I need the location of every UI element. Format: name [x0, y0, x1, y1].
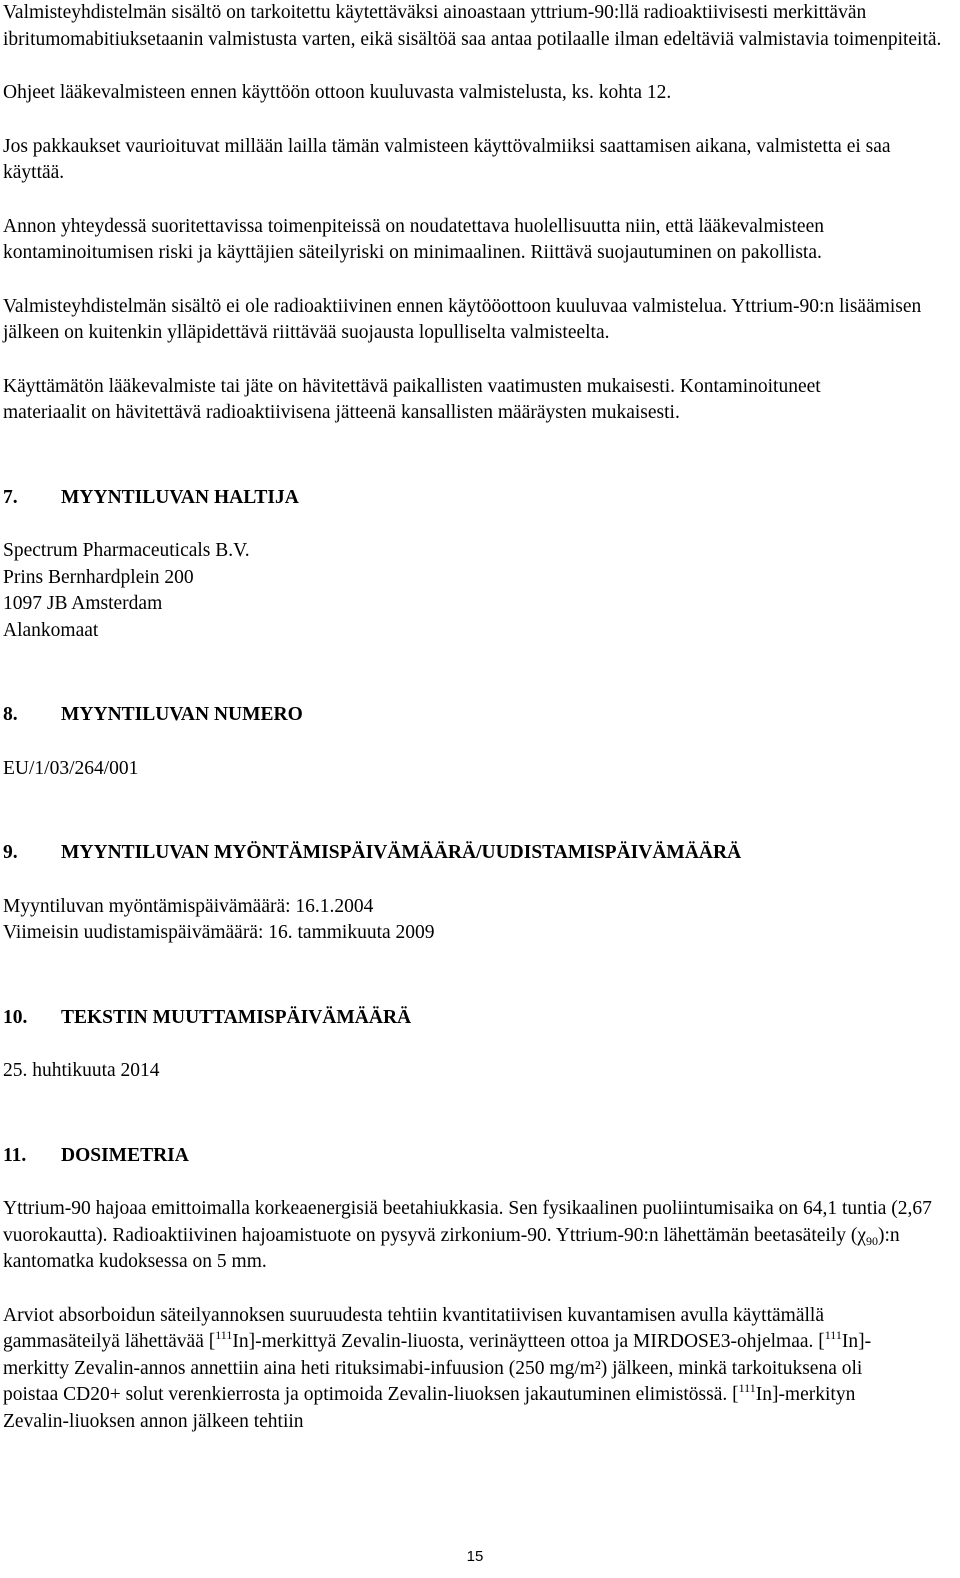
text-run: In]-merkitty Zevalin-annos annettiin aina heti rituksimabi-infuusion (250 mg/m²) jälkeen, minkä tarkoituksena oli poistaa CD20+ solut verenkierrosta ja optimoida Zevalin-liuoksen jakautuminen elimistössä. [: [3, 1331, 872, 1405]
isotope-superscript: 111: [824, 1328, 842, 1342]
paragraph: Valmisteyhdistelmän sisältö on tarkoitettu käytettäväksi ainoastaan yttrium-90:llä radioaktiivisesti merkittävän ibritumomabitiuksetaanin valmistusta varten, eikä sisältöä saa antaa potilaalle ilman edeltäviä valmistavia toimenpiteitä.: [3, 2, 942, 50]
chi-subscript: 90: [866, 1233, 879, 1248]
text-run: ):n kantomatka kudoksessa on 5 mm.: [3, 1224, 900, 1272]
address-line: Prins Bernhardplein 200: [3, 566, 194, 588]
isotope-superscript: 111: [215, 1328, 233, 1342]
paragraph: Annon yhteydessä suoritettavissa toimenpiteissä on noudatettava huolellisuutta niin, että lääkevalmisteen kontaminoitumisen riski ja käyttäjien säteilyriski on minimaalinen. Riittävä suojautuminen on pakollista.: [3, 215, 824, 263]
section-heading-8: [3, 702, 953, 729]
section-heading-9: [3, 840, 953, 867]
section-title: TEKSTIN MUUTTAMISPÄIVÄMÄÄRÄ: [61, 1006, 412, 1028]
authorisation-number: EU/1/03/264/001: [3, 757, 139, 779]
page-number: 15: [466, 1548, 484, 1565]
dosimetry-paragraph-1: [3, 1196, 953, 1276]
text-run: In]-merkityn Zevalin-liuoksen annon jälkeen tehtiin: [3, 1384, 856, 1432]
section-title: MYYNTILUVAN NUMERO: [61, 704, 303, 725]
section-number: 8.: [3, 704, 18, 725]
address-line: Alankomaat: [3, 619, 99, 641]
section-heading-10: [3, 1005, 953, 1032]
section-number: 10.: [3, 1006, 28, 1028]
chi-symbol: χ: [857, 1224, 867, 1246]
section-heading-11: [3, 1143, 953, 1170]
holder-address: [3, 538, 953, 644]
section-title: DOSIMETRIA: [61, 1144, 189, 1166]
section-number: 7.: [3, 486, 18, 508]
section-heading-7: [3, 485, 953, 512]
first-authorisation-date: Myyntiluvan myöntämispäivämäärä: 16.1.2004: [3, 895, 374, 917]
renewal-date: Viimeisin uudistamispäivämäärä: 16. tammikuuta 2009: [3, 922, 435, 943]
isotope-superscript: 111: [738, 1381, 756, 1395]
section-title: MYYNTILUVAN HALTIJA: [61, 486, 299, 508]
text-run: Yttrium-90 hajoaa emittoimalla korkeaenergisiä beetahiukkasia. Sen fysikaalinen puoliintumisaika on 64,1 tuntia (2,67 vuorokautta). Radioaktiivinen hajoamistuote on pysyvä zirkonium-90. Yttrium-90:n lähettämän beetasäteily (: [3, 1198, 932, 1246]
text-run: Arviot absorboidun säteilyannoksen suuruudesta tehtiin kvantitatiivisen kuvantamisen avulla käyttämällä gammasäteilyä lähettävää [: [3, 1304, 824, 1352]
text-run: In]-merkittyä Zevalin-liuosta, verinäytteen ottoa ja MIRDOSE3-ohjelmaa. [: [232, 1331, 825, 1352]
paragraph: Käyttämätön lääkevalmiste tai jäte on hävitettävä paikallisten vaatimusten mukaisesti. Kontaminoituneet materiaalit on hävitettävä radioaktiivisena jätteenä kansallisten määräysten mukaisesti.: [3, 375, 821, 423]
section-title: MYYNTILUVAN MYÖNTÄMISPÄIVÄMÄÄRÄ/UUDISTAMISPÄIVÄMÄÄRÄ: [61, 842, 742, 863]
address-line: Spectrum Pharmaceuticals B.V.: [3, 540, 250, 561]
dosimetry-paragraph-2: [3, 1303, 908, 1436]
section-number: 11.: [3, 1144, 27, 1166]
paragraph: Valmisteyhdistelmän sisältö ei ole radioaktiivinen ennen käytööottoon kuuluvaa valmistelua. Yttrium-90:n lisäämisen jälkeen on kuitenkin ylläpidettävä riittävää suojausta lopulliselta valmisteelta.: [3, 295, 922, 343]
section-number: 9.: [3, 842, 18, 863]
paragraph: Jos pakkaukset vaurioituvat millään lailla tämän valmisteen käyttövalmiiksi saattamisen aikana, valmistetta ei saa käyttää.: [3, 135, 891, 183]
revision-date: 25. huhtikuuta 2014: [3, 1060, 160, 1081]
document-page: [3, 0, 953, 1435]
paragraph: Ohjeet lääkevalmisteen ennen käyttöön ottoon kuuluvasta valmistelusta, ks. kohta 12.: [3, 82, 672, 103]
address-line: 1097 JB Amsterdam: [3, 593, 163, 614]
